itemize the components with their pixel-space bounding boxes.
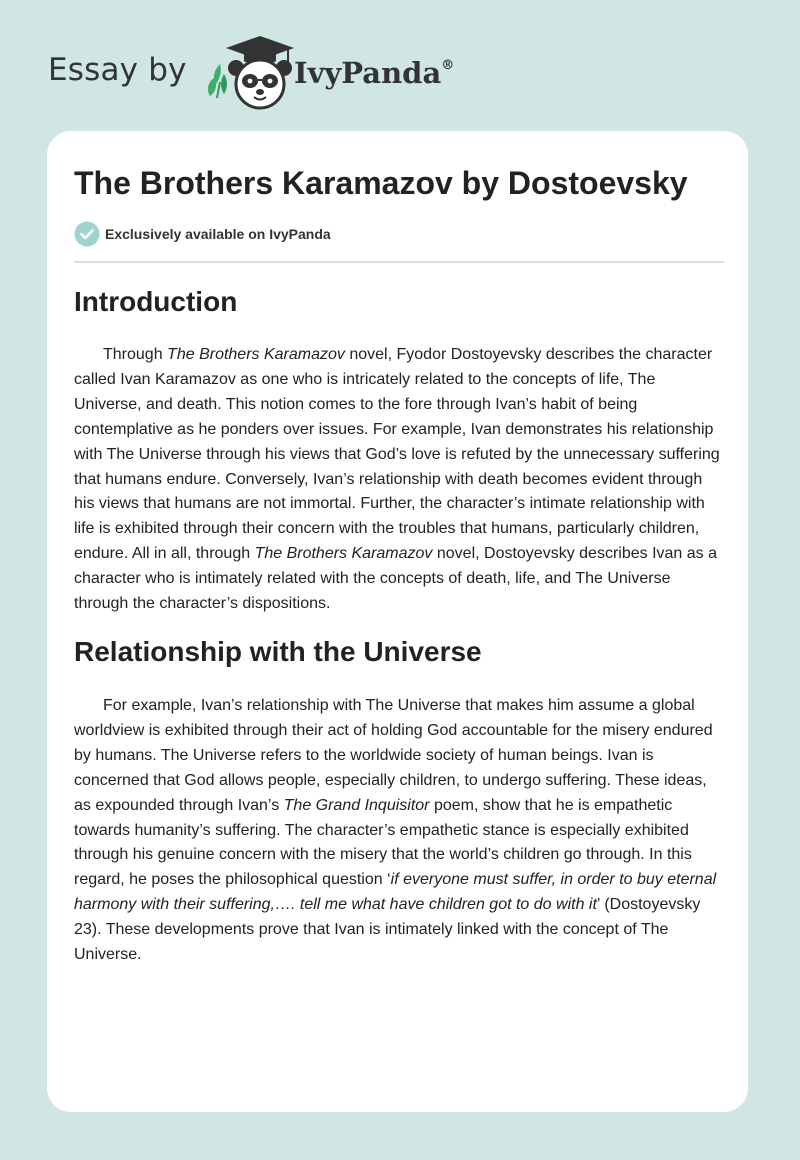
text-run: For example, Ivan’s relationship with The Universe that makes him assume a global worldview is exhibited through their act of holding God accountable for the misery endured by humans. The Universe refers to the worldwide society of human beings. Ivan is concerned that God allows people, especially children, to undergo suffering. These ideas, as expounded through Ivan’s: [74, 697, 713, 814]
article-card: [47, 131, 748, 1112]
book-title-italic: The Brothers Karamazov: [254, 545, 433, 563]
book-title-italic: The Brothers Karamazov: [167, 346, 345, 363]
page-title: The Brothers Karamazov by Dostoevsky: [74, 165, 688, 201]
exclusive-badge: [74, 221, 331, 247]
text-run: ’ (Dostoyevsky 23). These developments prove that Ivan is intimately linked with the concept of The Universe.: [74, 896, 701, 964]
quote-italic: if everyone must suffer, in order to buy eternal harmony with their suffering,…. tell me what have children got to do with it: [74, 871, 717, 914]
section-heading-introduction: Introduction: [74, 286, 238, 317]
text-run: novel, Dostoyevsky describes Ivan as a character who is intimately related with the concepts of death, life, and The Universe through the character’s dispositions.: [74, 545, 717, 613]
text-run: novel, Fyodor Dostoyevsky describes the character called Ivan Karamazov as one who is intricately related to the concepts of life, The Universe, and death. This notion comes to the fore through Ivan’s habit of being contemplative as he ponders over issues. For example, Ivan demonstrates his relationship with The Universe through his views that God’s love is refuted by the unnecessary suffering that humans endure. Conversely, Ivan’s relationship with death becomes evident through his views that humans are not immortal. Further, the character’s intimate relationship with life is exhibited through their concern with the troubles that humans, particularly children, endure. All in all, through: [74, 346, 720, 563]
poem-title-italic: The Grand Inquisitor: [283, 796, 430, 814]
introduction-paragraph: [74, 343, 724, 617]
text-run: Through: [103, 346, 168, 363]
exclusive-badge-text: Exclusively available on IvyPanda: [105, 226, 331, 242]
check-circle-icon: [74, 221, 100, 247]
brand-name[interactable]: [294, 56, 454, 90]
site-header: [48, 34, 568, 110]
section-heading-relationship-universe: Relationship with the Universe: [74, 636, 482, 667]
universe-paragraph: [74, 694, 724, 968]
title-divider: [74, 261, 724, 263]
brand-name-text: IvyPanda: [294, 56, 442, 90]
panda-graduate-logo-icon[interactable]: [200, 34, 298, 110]
essay-by-label: Essay by: [48, 52, 187, 88]
registered-mark: ®: [441, 58, 455, 73]
text-run: poem, show that he is empathetic towards humanity’s suffering. The character’s empathetic stance is especially exhibited through his genuine concern with the misery that the world’s children go through. In this regard, he poses the philosophical question ‘: [74, 796, 692, 889]
